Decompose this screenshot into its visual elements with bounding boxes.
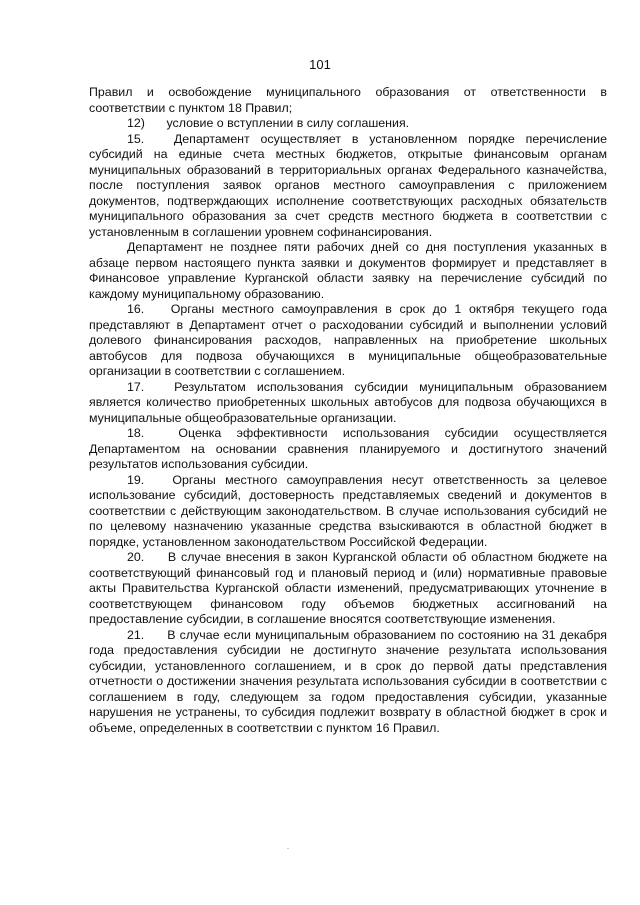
- paragraph-item-18: [89, 426, 607, 473]
- paragraph-number: 18.: [127, 426, 145, 440]
- paragraph-item-19: [89, 473, 607, 551]
- paragraph-item-21: [89, 628, 607, 737]
- paragraph-number: 19.: [127, 472, 145, 487]
- paragraph-item-16: [89, 302, 607, 380]
- paragraph-text: Оценка эффективности использования субсидии осуществляется Департаментом на основании сравнения планируемого и достигнутого значений результатов использования субсидии.: [89, 426, 607, 471]
- paragraph-number: 17.: [127, 379, 145, 394]
- page-number: 101: [309, 57, 331, 72]
- paragraph-number: 20.: [127, 550, 145, 564]
- paragraph-number: 12): [127, 116, 145, 130]
- paragraph-number: 16.: [127, 302, 145, 316]
- paragraph-item-20: [89, 550, 607, 628]
- scan-artifact: [287, 848, 289, 849]
- paragraph-text: Департамент не позднее пяти рабочих дней со дня поступления указанных в абзаце первом настоящего пункта заявки и документов формирует и представляет в Финансовое управление Курганской области заявку на перечисление субсидий по каждому муниципальному образованию.: [89, 240, 607, 301]
- paragraph-text: Департамент осуществляет в установленном порядке перечисление субсидий на единые счета местных бюджетов, открытые финансовым органам муниципальных образований в территориальных органах Федерального казначейства, после поступления заявок органов местного самоуправления с приложением документов, подтверждающих исполнение соответствующих расходных обязательств муниципального образования за счет средств местного бюджета в соответствии с установленным в соглашении уровнем софинансирования.: [89, 131, 607, 239]
- paragraph-item-17: [89, 380, 607, 427]
- paragraph-item-12: [89, 116, 607, 132]
- paragraph-item-15: [89, 132, 607, 241]
- paragraph-number: 15.: [127, 131, 145, 146]
- paragraph-text: Органы местного самоуправления несут ответственность за целевое использование субсидий, достоверность представляемых сведений и документов в соответствии с действующим законодательством. В случае использования субсидий не по целевому назначению указанные средства взыскиваются в областной бюджет в порядке, установленном законодательством Российской Федерации.: [89, 472, 607, 549]
- paragraph-text: В случае внесения в закон Курганской области об областном бюджете на соответствующий финансовый год и плановый период и (или) нормативные правовые акты Правительства Курганской области изменений, предусматривающих уточнение в соответствующем финансовом году объемов бюджетных ассигнований на предоставление субсидии, в соглашение вносятся соответствующие изменения.: [89, 550, 607, 626]
- paragraph-text: Органы местного самоуправления в срок до 1 октября текущего года представляют в Департамент отчет о расходовании субсидий и выполнении условий долевого финансирования расходов, направленных на приобретение школьных автобусов для подвоза обучающихся в муниципальные общеобразовательные организации в соответствии с соглашением.: [89, 302, 607, 378]
- paragraph-continuation: [89, 85, 607, 116]
- paragraph-15-second: [89, 240, 607, 302]
- paragraph-number: 21.: [127, 627, 145, 642]
- paragraph-text: Результатом использования субсидии муниципальным образованием является количество приобретенных школьных автобусов для подвоза обучающихся в муниципальные общеобразовательные организации.: [89, 379, 607, 425]
- paragraph-text: В случае если муниципальным образованием по состоянию на 31 декабря года предоставления субсидии не достигнуто значение результата использования субсидии, установленного соглашением, и в срок до первой даты представления отчетности о достижении значения результата использования субсидии в соответствии с соглашением в году, следующем за годом предоставления субсидии, указанные нарушения не устранены, то субсидия подлежит возврату в областной бюджет в срок и объеме, определенных в соответствии с пунктом 16 Правил.: [89, 627, 607, 735]
- paragraph-text: условие о вступлении в силу соглашения.: [166, 116, 410, 130]
- paragraph-text: Правил и освобождение муниципального образования от ответственности в соответствии с пунктом 18 Правил;: [89, 85, 607, 115]
- document-body: [89, 85, 607, 736]
